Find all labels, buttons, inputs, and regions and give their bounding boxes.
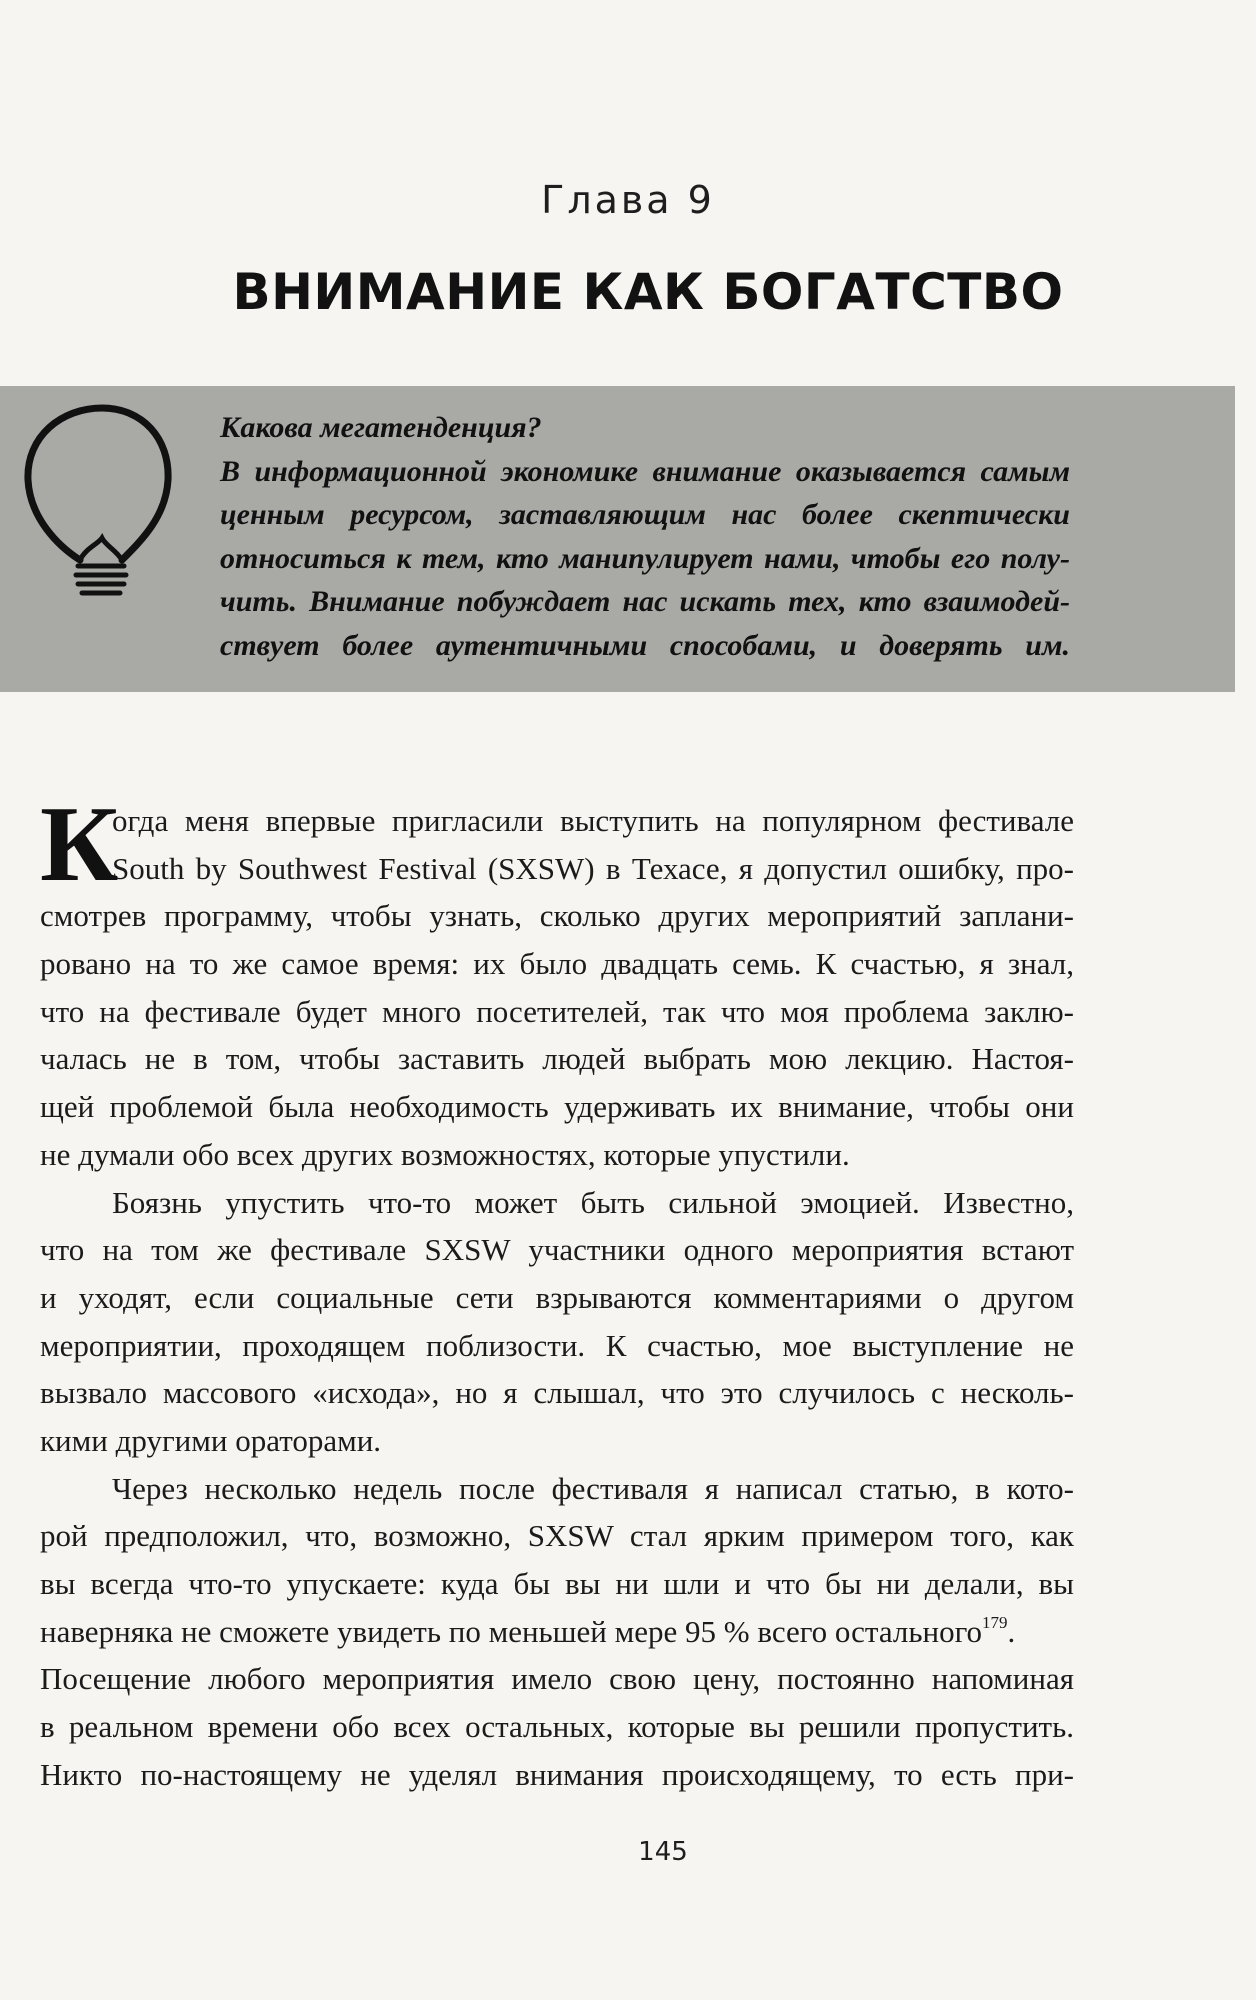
paragraph — [40, 1179, 1074, 1465]
text-line: South by Southwest Festival (SXSW) в Техасе, я допустил ошибку, про- — [112, 850, 1074, 886]
megatrend-box — [0, 386, 1235, 692]
chapter-label: Глава 9 — [541, 178, 715, 222]
megatrend-line: ствует более аутентичными способами, и доверять им. — [220, 628, 1070, 662]
text-line: Через несколько недель после фестиваля я написал статью, в кото- — [112, 1470, 1074, 1506]
paragraph — [40, 785, 1074, 1179]
text-line-with-footnote — [40, 1608, 1074, 1656]
body-text — [40, 785, 1074, 1798]
text-line: ровано на то же самое время: их было двадцать семь. К счастью, я знал, — [40, 946, 1074, 982]
megatrend-text — [220, 406, 1070, 667]
megatrend-line: В информационной экономике внимание оказывается самым — [220, 454, 1070, 488]
text-line: что на фестивале будет много посетителей, так что моя проблема заклю- — [40, 993, 1074, 1029]
text-line: рой предположил, что, возможно, SXSW стал ярким примером того, как — [40, 1518, 1074, 1554]
megatrend-line: ценным ресурсом, заставляющим нас более скептически — [220, 498, 1070, 531]
page-number: 145 — [638, 1837, 688, 1867]
text-line: Посещение любого мероприятия имело свою цену, постоянно напоминая — [40, 1661, 1074, 1697]
chapter-title: ВНИМАНИЕ КАК БОГАТСТВО — [232, 263, 1064, 321]
text-line: кими другими ораторами. — [40, 1422, 382, 1458]
text-line: щей проблемой была необходимость удерживать их внимание, чтобы они — [40, 1089, 1074, 1125]
text-line: вы всегда что-то упускаете: куда бы вы ни шли и что бы ни делали, вы — [40, 1566, 1074, 1601]
text-line: в реальном времени обо всех остальных, которые вы решили пропустить. — [40, 1709, 1074, 1745]
text-line: чалась не в том, чтобы заставить людей выбрать мою лекцию. Настоя- — [40, 1041, 1074, 1077]
footnote-tail: . — [1007, 1613, 1016, 1649]
text-line: наверняка не сможете увидеть по меньшей мере 95 % всего остального — [40, 1613, 983, 1649]
drop-cap: К — [40, 785, 119, 904]
text-line: огда меня впервые пригласили выступить на популярном фестивале — [112, 803, 1074, 838]
paragraph — [40, 1465, 1074, 1799]
lightbulb-icon — [18, 398, 178, 608]
text-line: не думали обо всех других возможностях, которые упустили. — [40, 1136, 850, 1172]
text-line: Боязнь упустить что-то может быть сильной эмоцией. Известно, — [112, 1184, 1074, 1220]
megatrend-question: Какова мегатенденция? — [220, 411, 542, 444]
text-line: Никто по-настоящему не уделял внимания происходящему, то есть при- — [40, 1756, 1074, 1792]
text-line: что на том же фестивале SXSW участники одного мероприятия встают — [40, 1232, 1074, 1268]
text-line: смотрев программу, чтобы узнать, сколько других мероприятий заплани- — [40, 898, 1074, 934]
text-line: вызвало массового «исхода», но я слышал, что это случилось с несколь- — [40, 1375, 1074, 1411]
megatrend-line: относиться к тем, кто манипулирует нами, чтобы его полу- — [220, 541, 1070, 575]
text-line: мероприятии, проходящем поблизости. К счастью, мое выступление не — [40, 1327, 1074, 1363]
footnote-ref[interactable]: 179 — [982, 1612, 1008, 1632]
megatrend-line: чить. Внимание побуждает нас искать тех, кто взаимодей- — [220, 585, 1070, 618]
text-line: и уходят, если социальные сети взрываются комментариями о другом — [40, 1279, 1074, 1315]
